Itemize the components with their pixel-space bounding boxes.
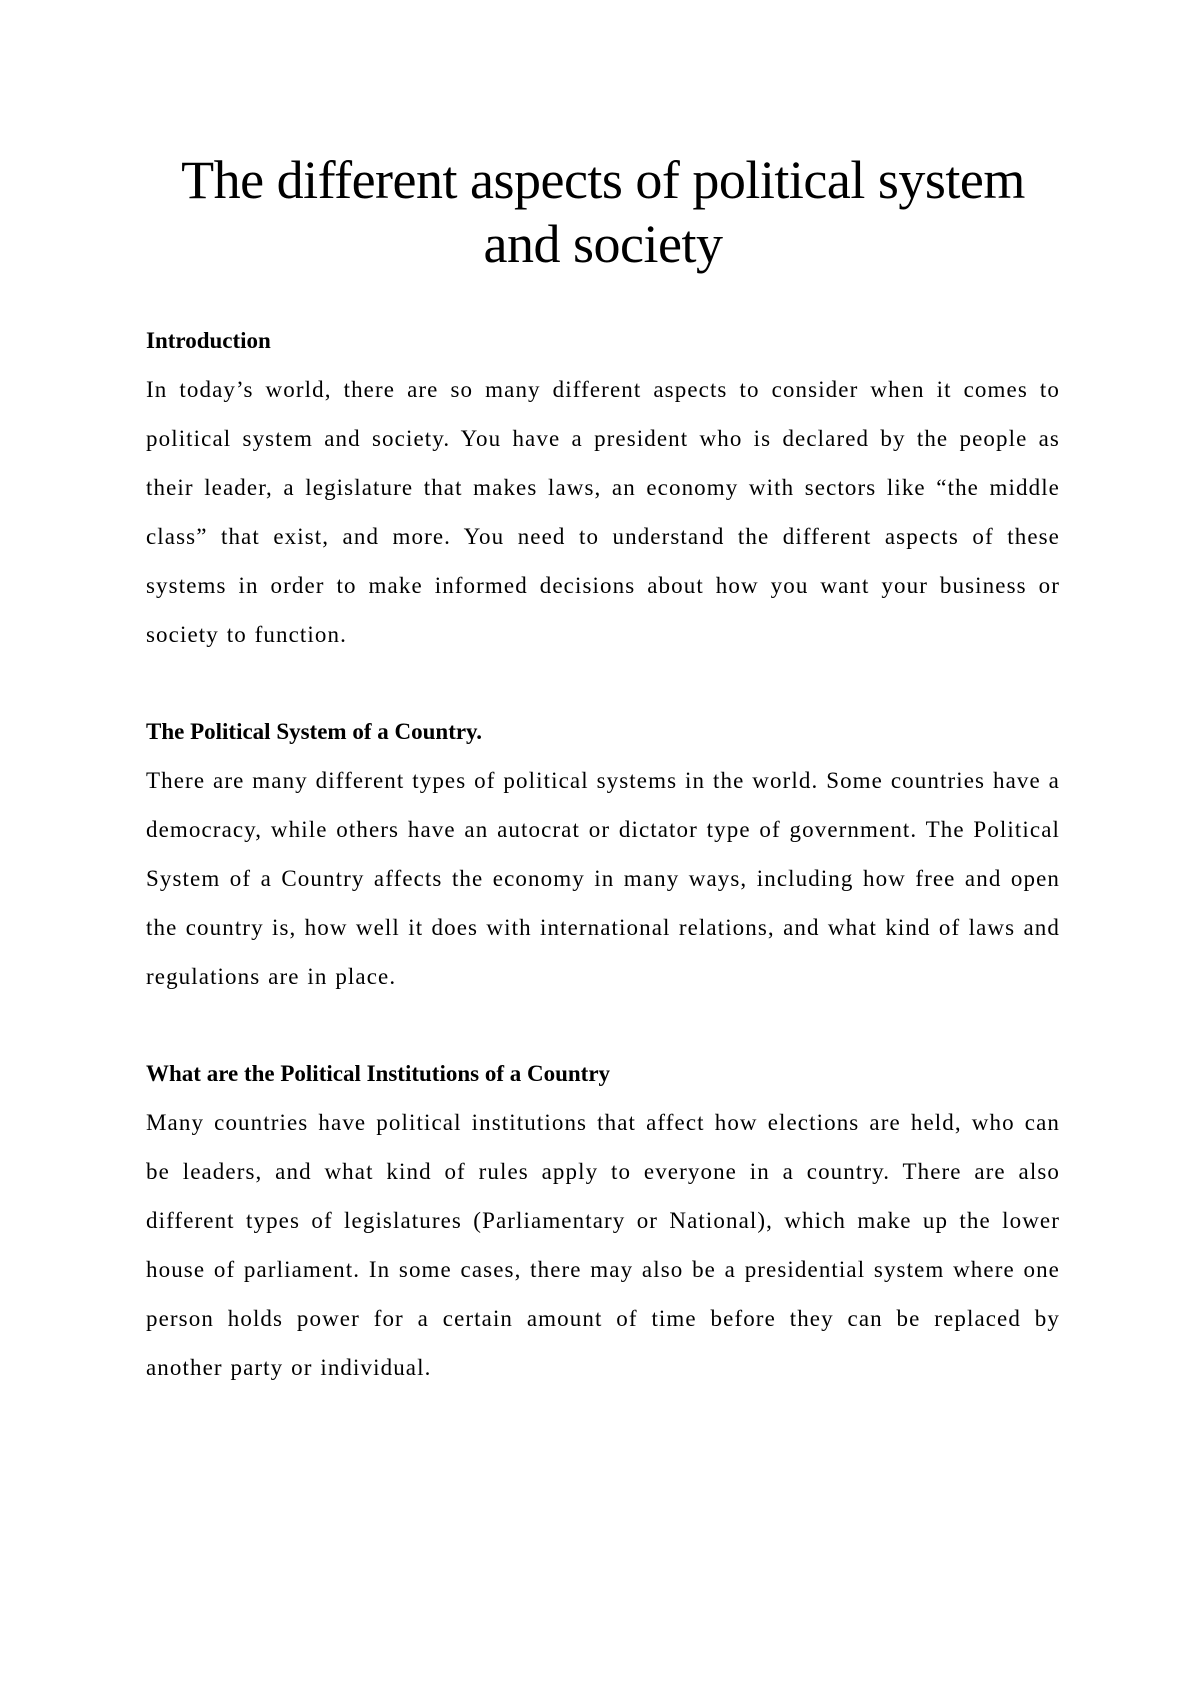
- section-introduction: [146, 316, 1060, 659]
- document-page: [146, 148, 1060, 1392]
- section-political-institutions: [146, 1049, 1060, 1392]
- section-heading: Introduction: [146, 328, 271, 353]
- section-paragraph: There are many different types of political systems in the world. Some countries have a democracy, while others have an autocrat or dictator type of government. The Political System of a Country affects the economy in many ways, including how free and open the country is, how well it does with international relations, and what kind of laws and regulations are in place.: [146, 768, 1060, 989]
- section-heading: What are the Political Institutions of a Country: [146, 1061, 611, 1086]
- section-paragraph: In today’s world, there are so many different aspects to consider when it comes to political system and society. You have a president who is declared by the people as their leader, a legislature that makes laws, an economy with sectors like “the middle class” that exist, and more. You need to understand the different aspects of these systems in order to make informed decisions about how you want your business or society to function.: [146, 377, 1060, 647]
- section-political-system: [146, 707, 1060, 1001]
- document-title: The different aspects of political system and society: [181, 150, 1025, 274]
- section-paragraph: Many countries have political institutions that affect how elections are held, who can be leaders, and what kind of rules apply to everyone in a country. There are also different types of legislatures (Parliamentary or National), which make up the lower house of parliament. In some cases, there may also be a presidential system where one person holds power for a certain amount of time before they can be replaced by another party or individual.: [146, 1110, 1060, 1380]
- section-heading: The Political System of a Country.: [146, 719, 483, 744]
